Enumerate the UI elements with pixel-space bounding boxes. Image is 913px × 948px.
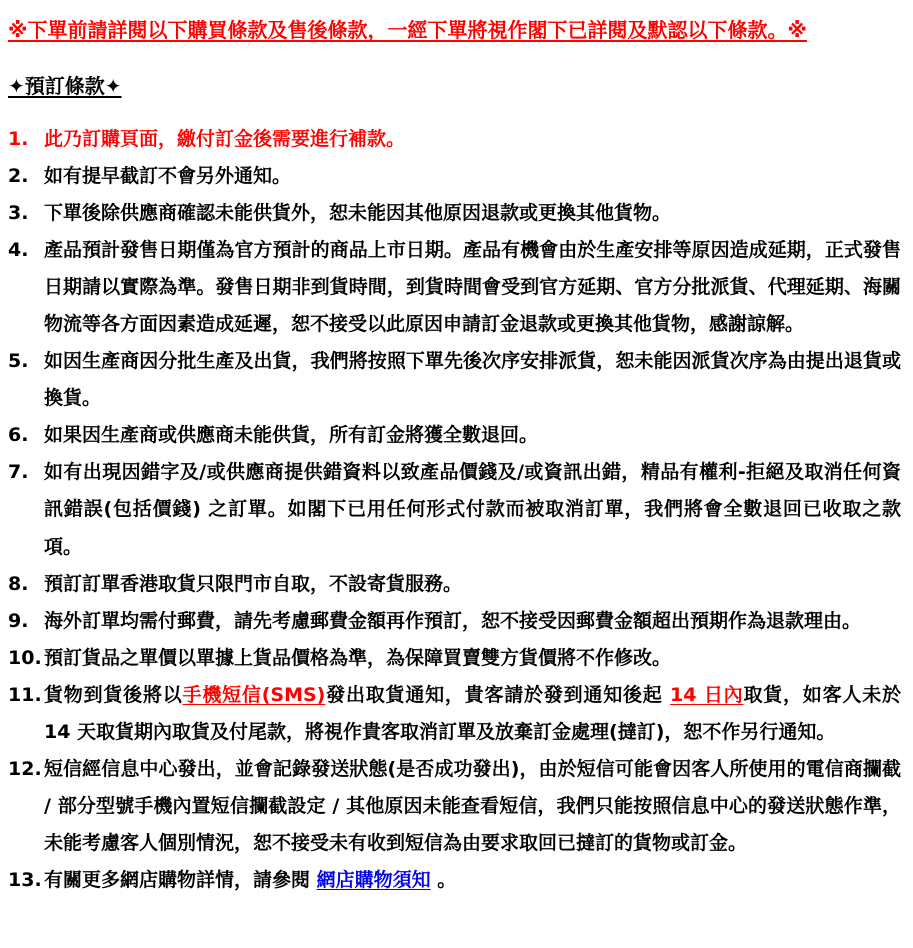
- term-text: 14 日內: [670, 683, 744, 706]
- term-text: 如有提早截訂不會另外通知。: [44, 165, 292, 188]
- term-item: [8, 640, 901, 677]
- term-item: [8, 603, 901, 640]
- term-number: 7.: [8, 461, 29, 484]
- terms-list: [8, 121, 901, 899]
- term-item: [8, 454, 901, 565]
- term-text: 預訂訂單香港取貨只限門市自取，不設寄貨服務。: [44, 572, 463, 595]
- term-number: 2.: [8, 165, 29, 188]
- term-number: 4.: [8, 239, 29, 262]
- term-number: 8.: [8, 572, 29, 595]
- term-text: 手機短信(SMS): [182, 683, 326, 706]
- term-item: [8, 566, 901, 603]
- term-text: 有關更多網店購物詳情，請參閱: [44, 868, 317, 891]
- term-text: 預訂貨品之單價以單據上貨品價格為準，為保障買賣雙方貨價將不作修改。: [44, 646, 672, 669]
- term-item: [8, 677, 901, 751]
- term-number: 11.: [8, 683, 42, 706]
- term-item: [8, 158, 901, 195]
- term-number: 5.: [8, 350, 29, 373]
- term-number: 6.: [8, 424, 29, 447]
- term-text: 產品預計發售日期僅為官方預計的商品上市日期。產品有機會由於生產安排等原因造成延期，正式發售日期請以實際為準。發售日期非到貨時間，到貨時間會受到官方延期、官方分批派貨、代理延期、海關物流等各方面因素造成延遲，恕不接受以此原因申請訂金退款或更換其他貨物，感謝諒解。: [44, 239, 901, 336]
- term-text: 如果因生產商或供應商未能供貨，所有訂金將獲全數退回。: [44, 424, 539, 447]
- term-text: 貨物到貨後將以: [44, 683, 183, 706]
- term-item: [8, 862, 901, 899]
- term-item: [8, 343, 901, 417]
- term-text: 此乃訂購頁面，繳付訂金後需要進行補款。: [44, 128, 406, 150]
- term-item: [8, 232, 901, 343]
- term-text: 如因生產商因分批生產及出貨，我們將按照下單先後次序安排派貨，恕未能因派貨次序為由提出退貨或換貨。: [44, 350, 901, 410]
- term-number: 3.: [8, 202, 29, 225]
- term-text: 短信經信息中心發出，並會記錄發送狀態(是否成功發出)，由於短信可能會因客人所使用的電信商攔截 / 部分型號手機內置短信攔截設定 / 其他原因未能查看短信，我們只能按照信息中心的發送狀態作準，未能考慮客人個別情況，恕不接受未有收到短信為由要求取回已撻訂的貨物或訂金。: [44, 757, 901, 854]
- term-number: 13.: [8, 868, 42, 891]
- term-item: [8, 195, 901, 232]
- term-text: 取貨，如客人未於 14 天取貨期內取貨及付尾款，將視作貴客取消訂單及放棄訂金處理(撻訂)，恕不作另行通知。: [44, 683, 901, 743]
- term-item: [8, 417, 901, 454]
- term-text: 如有出現因錯字及/或供應商提供錯資料以致產品價錢及/或資訊出錯，精品有權利-拒絕及取消任何資訊錯誤(包括價錢) 之訂單。如閣下已用任何形式付款而被取消訂單，我們將會全數退回已收取之款項。: [44, 461, 901, 558]
- term-item: [8, 751, 901, 862]
- term-text: 發出取貨通知，貴客請於發到通知後起: [325, 683, 670, 706]
- term-text: 下單後除供應商確認未能供貨外，恕未能因其他原因退款或更換其他貨物。: [44, 202, 672, 225]
- section-header-label: ✦預訂條款✦: [8, 74, 122, 98]
- shop-guide-link[interactable]: 網店購物須知: [316, 868, 431, 891]
- term-number: 9.: [8, 609, 29, 632]
- term-item: [8, 121, 901, 158]
- term-text: 海外訂單均需付郵費，請先考慮郵費金額再作預訂，恕不接受因郵費金額超出預期作為退款理由。: [44, 609, 862, 632]
- section-header: [8, 70, 901, 99]
- term-number: 10.: [8, 646, 42, 669]
- term-number: 12.: [8, 757, 42, 780]
- page-title: ※下單前請詳閱以下購買條款及售後條款，一經下單將視作閣下已詳閱及默認以下條款。※: [8, 18, 807, 42]
- term-text: 。: [430, 868, 457, 891]
- term-number: 1.: [8, 128, 29, 150]
